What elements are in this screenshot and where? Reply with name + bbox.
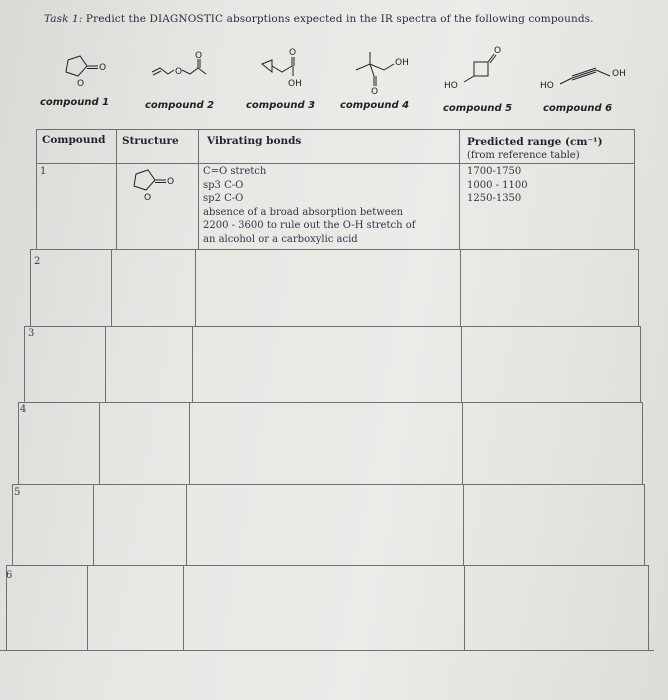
row-1-range-1: 1700-1750 [467, 166, 522, 177]
row-1-bond-1: C=O stretch [203, 166, 267, 177]
compound-2-label: compound 2 [145, 100, 215, 111]
row-1-range-3: 1250-1350 [467, 193, 522, 204]
compound-4-oh: OH [395, 58, 409, 68]
compound-5-structure [440, 44, 520, 94]
compound-5-carbonyl-o: O [494, 46, 502, 56]
row-5-number: 5 [14, 487, 21, 498]
compound-3-structure [256, 46, 326, 91]
task-text: Predict the DIAGNOSTIC absorptions expected in the IR spectra of the following compounds. [85, 13, 594, 25]
compound-2-ether-o: O [175, 67, 183, 77]
compound-5-label: compound 5 [443, 103, 513, 114]
row-1-number: 1 [40, 166, 47, 177]
header-structure: Structure [122, 135, 179, 147]
row-1-bond-6: an alcohol or a carboxylic acid [203, 233, 358, 245]
compound-1-carbonyl-o: O [99, 63, 107, 73]
row-1-bond-3: sp2 C-O [203, 193, 244, 204]
row-1-range-2: 1000 - 1100 [467, 179, 528, 191]
row-1-ring-o: O [144, 193, 152, 203]
compound-3-carbonyl-o: O [289, 48, 297, 58]
row-1-bond-4: absence of a broad absorption between [203, 206, 404, 218]
compound-1-ring-o: O [77, 79, 85, 89]
compound-6-oh: OH [612, 69, 626, 79]
row-4-number: 4 [20, 404, 27, 415]
row-1-structure [122, 164, 192, 206]
row-1-carbonyl-o: O [167, 177, 175, 187]
compound-1-label: compound 1 [40, 97, 110, 108]
header-predicted-sub: (from reference table) [467, 150, 580, 161]
compound-6-ho: HO [540, 81, 554, 91]
compound-6-label: compound 6 [543, 103, 613, 114]
compound-5-ho: HO [444, 81, 458, 91]
header-predicted-range: Predicted range (cm⁻¹) [467, 136, 603, 148]
header-compound: Compound [42, 134, 106, 146]
row-2-number: 2 [34, 256, 41, 267]
compound-1-structure [56, 50, 126, 95]
compound-3-label: compound 3 [246, 100, 316, 111]
row-1-bond-2: sp3 C-O [203, 179, 244, 191]
header-vibrating-bonds: Vibrating bonds [207, 135, 302, 147]
row-1-predicted-ranges [467, 165, 528, 206]
compound-6-structure [526, 62, 636, 92]
row-1-bond-5: 2200 - 3600 to rule out the O-H stretch of [203, 220, 416, 231]
compound-4-label: compound 4 [340, 100, 410, 111]
row-3-number: 3 [28, 328, 35, 339]
compound-2-carbonyl-o: O [195, 51, 203, 61]
row-1-vibrating-bonds [203, 165, 458, 246]
compound-4-carbonyl-o: O [371, 87, 379, 96]
compound-2-structure [148, 48, 223, 88]
compound-4-structure [350, 48, 430, 96]
task-label: Task 1: [44, 13, 83, 25]
row-6-number: 6 [6, 570, 13, 581]
task-title [44, 13, 594, 25]
compound-3-oh: OH [288, 79, 302, 89]
